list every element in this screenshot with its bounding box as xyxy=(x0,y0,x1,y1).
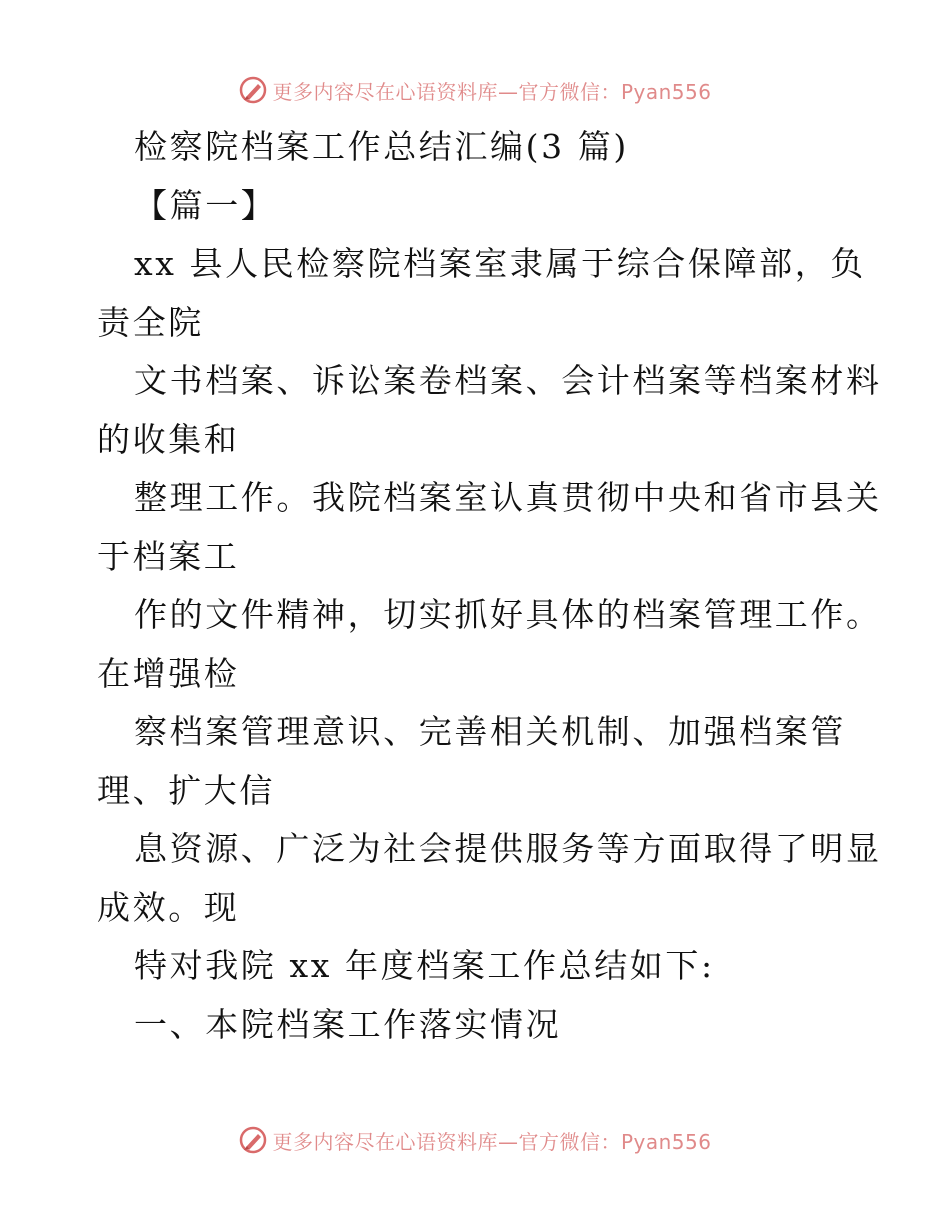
text-line: 于档案工 xyxy=(97,536,240,576)
text-line: 在增强检 xyxy=(97,653,240,693)
text-line: 整理工作。我院档案室认真贯彻中央和省市县关 xyxy=(134,478,882,517)
section-heading: 【篇一】 xyxy=(134,185,277,225)
watermark-footer xyxy=(0,1120,950,1160)
text-line: 作的文件精神，切实抓好具体的档案管理工作。 xyxy=(134,595,882,634)
watermark-header xyxy=(0,70,950,110)
text-line: 理、扩大信 xyxy=(97,770,275,810)
text-line: 文书档案、诉讼案卷档案、会计档案等档案材料 xyxy=(134,361,882,400)
text-line: 的收集和 xyxy=(97,419,240,459)
paragraph xyxy=(97,235,882,1054)
text-line: 责全院 xyxy=(97,302,204,342)
pen-logo-icon xyxy=(238,75,268,105)
text-line: xx 县人民检察院档案室隶属于综合保障部，负 xyxy=(134,244,866,283)
text-line: 察档案管理意识、完善相关机制、加强档案管 xyxy=(134,712,846,751)
watermark-text: 更多内容尽在心语资料库—官方微信：Pyan556 xyxy=(272,1129,712,1154)
pen-logo-icon xyxy=(238,1125,268,1155)
text-line: 一、本院档案工作落实情况 xyxy=(134,1004,562,1044)
text-line: 特对我院 xx 年度档案工作总结如下: xyxy=(134,946,715,985)
document-body xyxy=(97,118,882,1054)
text-line: 息资源、广泛为社会提供服务等方面取得了明显 xyxy=(134,829,882,868)
watermark-text: 更多内容尽在心语资料库—官方微信：Pyan556 xyxy=(272,79,712,104)
document-title: 检察院档案工作总结汇编(3 篇) xyxy=(134,127,629,166)
text-line: 成效。现 xyxy=(97,887,240,927)
